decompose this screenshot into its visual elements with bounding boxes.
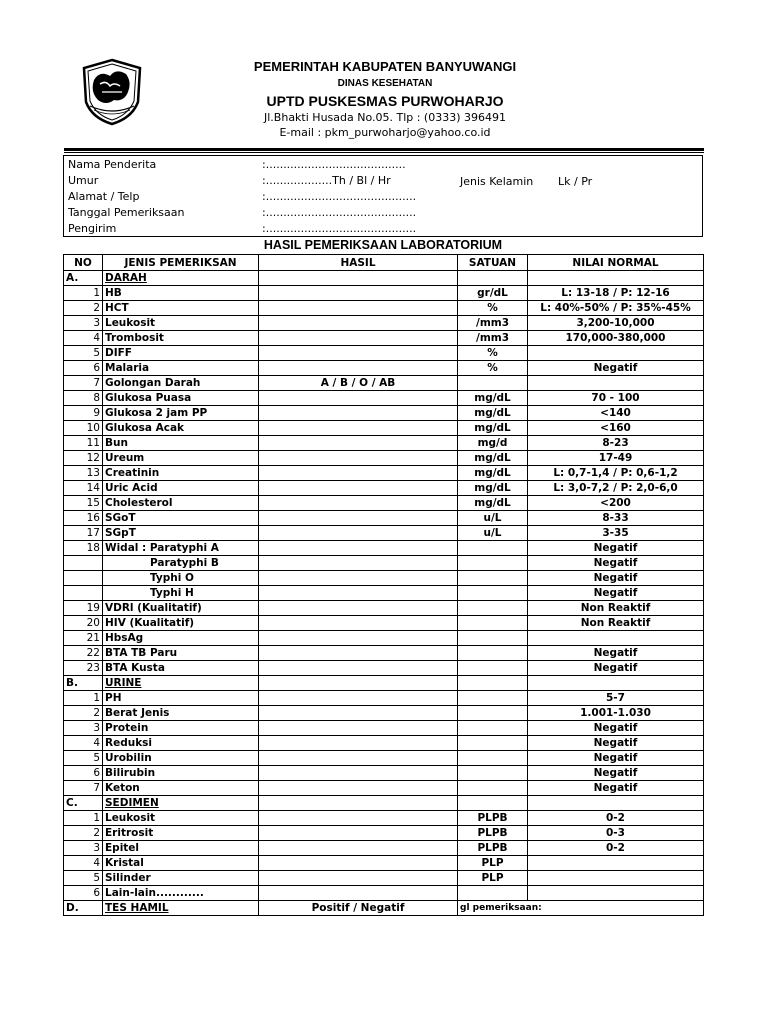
normal-value xyxy=(528,631,704,646)
normal-value: Non Reaktif xyxy=(528,616,704,631)
header-puskesmas: UPTD PUSKESMAS PURWOHARJO xyxy=(266,93,504,109)
table-row xyxy=(64,736,704,751)
row-number: 2 xyxy=(64,706,103,721)
exam-name: Glukosa Puasa xyxy=(103,391,259,406)
table-row xyxy=(64,661,704,676)
normal-value: Negatif xyxy=(528,751,704,766)
unit: PLP xyxy=(458,856,528,871)
result-field[interactable] xyxy=(259,706,458,721)
table-row xyxy=(64,376,704,391)
exam-name: Paratyphi B xyxy=(103,556,259,571)
table-row xyxy=(64,631,704,646)
result-field[interactable] xyxy=(259,886,458,901)
patient-info-box xyxy=(63,155,703,237)
row-number: 5 xyxy=(64,751,103,766)
result-field[interactable] xyxy=(259,556,458,571)
table-row xyxy=(64,841,704,856)
row-number xyxy=(64,556,103,571)
row-number: 18 xyxy=(64,541,103,556)
result-field[interactable] xyxy=(259,721,458,736)
row-number: 4 xyxy=(64,736,103,751)
normal-value xyxy=(528,886,704,901)
result-field[interactable] xyxy=(259,571,458,586)
exam-name: BTA TB Paru xyxy=(103,646,259,661)
exam-name: Cholesterol xyxy=(103,496,259,511)
row-number: 6 xyxy=(64,886,103,901)
normal-value: 0-2 xyxy=(528,811,704,826)
unit: % xyxy=(458,346,528,361)
unit: u/L xyxy=(458,511,528,526)
result-field[interactable] xyxy=(259,676,458,691)
unit xyxy=(458,886,528,901)
row-number: B. xyxy=(64,676,103,691)
normal-value: L: 40%-50% / P: 35%-45% xyxy=(528,301,704,316)
header-no: NO xyxy=(64,255,103,271)
unit xyxy=(458,721,528,736)
table-row xyxy=(64,556,704,571)
exam-name: HbsAg xyxy=(103,631,259,646)
header-satuan: SATUAN xyxy=(458,255,528,271)
result-field[interactable] xyxy=(259,361,458,376)
exam-name: HCT xyxy=(103,301,259,316)
unit xyxy=(458,586,528,601)
exam-name: Reduksi xyxy=(103,736,259,751)
unit: mg/dL xyxy=(458,391,528,406)
table-row xyxy=(64,466,704,481)
exam-name: Bun xyxy=(103,436,259,451)
result-field[interactable] xyxy=(259,826,458,841)
exam-name: PH xyxy=(103,691,259,706)
table-row xyxy=(64,301,704,316)
row-number xyxy=(64,586,103,601)
row-number: 1 xyxy=(64,286,103,301)
patient-value-field[interactable]: :........................................... xyxy=(262,190,417,203)
unit: % xyxy=(458,301,528,316)
table-row xyxy=(64,766,704,781)
row-number: 7 xyxy=(64,376,103,391)
unit xyxy=(458,541,528,556)
patient-label: Pengirim xyxy=(68,222,117,235)
exam-name: SGoT xyxy=(103,511,259,526)
patient-value-field[interactable]: :........................................ xyxy=(262,158,406,171)
exam-name: Trombosit xyxy=(103,331,259,346)
normal-value: 8-33 xyxy=(528,511,704,526)
normal-value xyxy=(528,376,704,391)
table-row xyxy=(64,676,704,691)
exam-name: HB xyxy=(103,286,259,301)
row-number: 17 xyxy=(64,526,103,541)
exam-name: Golongan Darah xyxy=(103,376,259,391)
row-number: A. xyxy=(64,271,103,286)
exam-name: Protein xyxy=(103,721,259,736)
row-number: 4 xyxy=(64,856,103,871)
table-row xyxy=(64,451,704,466)
result-field[interactable] xyxy=(259,346,458,361)
unit xyxy=(458,691,528,706)
unit: u/L xyxy=(458,526,528,541)
header-email: E-mail : pkm_purwoharjo@yahoo.co.id xyxy=(279,126,491,139)
normal-value: Non Reaktif xyxy=(528,601,704,616)
normal-value: 5-7 xyxy=(528,691,704,706)
row-number: 13 xyxy=(64,466,103,481)
unit xyxy=(458,376,528,391)
unit xyxy=(458,616,528,631)
result-field[interactable] xyxy=(259,286,458,301)
result-field[interactable] xyxy=(259,436,458,451)
unit: mg/dL xyxy=(458,481,528,496)
unit xyxy=(458,661,528,676)
normal-value: L: 13-18 / P: 12-16 xyxy=(528,286,704,301)
header-divider-thick xyxy=(64,148,704,151)
normal-value: 1.001-1.030 xyxy=(528,706,704,721)
gender-label: Jenis Kelamin xyxy=(460,175,534,188)
unit: mg/dL xyxy=(458,406,528,421)
unit: mg/dL xyxy=(458,451,528,466)
exam-name: URINE xyxy=(103,676,259,691)
exam-name: Widal : Paratyphi A xyxy=(103,541,259,556)
table-row xyxy=(64,616,704,631)
table-row xyxy=(64,271,704,286)
result-field[interactable] xyxy=(259,586,458,601)
unit xyxy=(458,271,528,286)
exam-name: VDRl (Kualitatif) xyxy=(103,601,259,616)
table-row xyxy=(64,721,704,736)
exam-name: Epitel xyxy=(103,841,259,856)
exam-name: Silinder xyxy=(103,871,259,886)
exam-name: Ureum xyxy=(103,451,259,466)
table-row xyxy=(64,511,704,526)
normal-value: 3,200-10,000 xyxy=(528,316,704,331)
table-row xyxy=(64,346,704,361)
row-number: 20 xyxy=(64,616,103,631)
exam-name: DARAH xyxy=(103,271,259,286)
table-row xyxy=(64,406,704,421)
table-row xyxy=(64,781,704,796)
result-field[interactable] xyxy=(259,466,458,481)
table-row xyxy=(64,646,704,661)
normal-value xyxy=(528,346,704,361)
exam-date-label: gl pemeriksaan: xyxy=(458,901,704,916)
row-number: 8 xyxy=(64,391,103,406)
result-field[interactable] xyxy=(259,526,458,541)
exam-name: Glukosa 2 jam PP xyxy=(103,406,259,421)
result-field[interactable]: A / B / O / AB xyxy=(259,376,458,391)
gender-options[interactable]: Lk / Pr xyxy=(558,175,593,188)
exam-name: SGpT xyxy=(103,526,259,541)
normal-value: Negatif xyxy=(528,781,704,796)
result-field[interactable] xyxy=(259,766,458,781)
normal-value: <140 xyxy=(528,406,704,421)
normal-value: Negatif xyxy=(528,766,704,781)
unit xyxy=(458,601,528,616)
table-row xyxy=(64,826,704,841)
exam-name: Keton xyxy=(103,781,259,796)
table-row xyxy=(64,886,704,901)
unit: PLPB xyxy=(458,811,528,826)
exam-name: Typhi O xyxy=(103,571,259,586)
normal-value: Negatif xyxy=(528,571,704,586)
table-row xyxy=(64,811,704,826)
table-row xyxy=(64,751,704,766)
unit xyxy=(458,571,528,586)
result-field[interactable] xyxy=(259,781,458,796)
result-field[interactable] xyxy=(259,301,458,316)
row-number: 11 xyxy=(64,436,103,451)
normal-value: Negatif xyxy=(528,361,704,376)
row-number: 2 xyxy=(64,301,103,316)
row-number: 6 xyxy=(64,361,103,376)
unit: mg/dL xyxy=(458,421,528,436)
normal-value: 0-2 xyxy=(528,841,704,856)
row-number: C. xyxy=(64,796,103,811)
normal-value: 0-3 xyxy=(528,826,704,841)
patient-label: Tanggal Pemeriksaan xyxy=(68,206,185,219)
row-number: 1 xyxy=(64,691,103,706)
row-number: 2 xyxy=(64,826,103,841)
result-field[interactable] xyxy=(259,271,458,286)
unit xyxy=(458,556,528,571)
normal-value: <160 xyxy=(528,421,704,436)
normal-value: L: 0,7-1,4 / P: 0,6-1,2 xyxy=(528,466,704,481)
form-title: HASIL PEMERIKSAAN LABORATORIUM xyxy=(263,238,503,252)
patient-value-field[interactable]: :...................Th / Bl / Hr xyxy=(262,174,391,187)
unit: mg/dL xyxy=(458,466,528,481)
unit: PLP xyxy=(458,871,528,886)
exam-name: Kristal xyxy=(103,856,259,871)
result-field[interactable] xyxy=(259,736,458,751)
result-field[interactable] xyxy=(259,871,458,886)
table-row xyxy=(64,796,704,811)
table-row xyxy=(64,526,704,541)
banyuwangi-logo xyxy=(80,58,144,126)
exam-name: BTA Kusta xyxy=(103,661,259,676)
table-row xyxy=(64,541,704,556)
result-field[interactable] xyxy=(259,541,458,556)
exam-name: Typhi H xyxy=(103,586,259,601)
patient-label: Nama Penderita xyxy=(68,158,157,171)
unit: mg/dL xyxy=(458,496,528,511)
table-row xyxy=(64,601,704,616)
row-number: 14 xyxy=(64,481,103,496)
result-field[interactable] xyxy=(259,796,458,811)
normal-value: <200 xyxy=(528,496,704,511)
unit xyxy=(458,781,528,796)
normal-value: 3-35 xyxy=(528,526,704,541)
normal-value xyxy=(528,271,704,286)
unit xyxy=(458,676,528,691)
exam-name: Creatinin xyxy=(103,466,259,481)
row-number: 5 xyxy=(64,346,103,361)
table-row xyxy=(64,481,704,496)
result-field[interactable] xyxy=(259,811,458,826)
header-jenis: JENIS PEMERIKSAN xyxy=(103,255,259,271)
table-row xyxy=(64,286,704,301)
row-number: 15 xyxy=(64,496,103,511)
unit: % xyxy=(458,361,528,376)
row-number: 16 xyxy=(64,511,103,526)
table-row xyxy=(64,706,704,721)
exam-name: Urobilin xyxy=(103,751,259,766)
exam-name: Bilirubin xyxy=(103,766,259,781)
exam-name: Berat Jenis xyxy=(103,706,259,721)
unit xyxy=(458,736,528,751)
normal-value: Negatif xyxy=(528,646,704,661)
exam-name: SEDIMEN xyxy=(103,796,259,811)
exam-name: Lain-lain............ xyxy=(103,886,259,901)
row-number: 9 xyxy=(64,406,103,421)
lab-results-table xyxy=(63,254,704,916)
normal-value xyxy=(528,796,704,811)
result-field[interactable] xyxy=(259,481,458,496)
unit xyxy=(458,766,528,781)
normal-value: Negatif xyxy=(528,586,704,601)
header-divider-thin xyxy=(64,152,704,153)
row-number: 10 xyxy=(64,421,103,436)
result-field[interactable] xyxy=(259,391,458,406)
row-number: D. xyxy=(64,901,103,916)
normal-value: 170,000-380,000 xyxy=(528,331,704,346)
unit xyxy=(458,631,528,646)
table-row xyxy=(64,856,704,871)
row-number: 19 xyxy=(64,601,103,616)
row-number: 23 xyxy=(64,661,103,676)
result-field[interactable] xyxy=(259,841,458,856)
table-row xyxy=(64,586,704,601)
unit: gr/dL xyxy=(458,286,528,301)
patient-value-field[interactable]: :........................................... xyxy=(262,206,417,219)
row-number: 6 xyxy=(64,766,103,781)
table-row xyxy=(64,571,704,586)
result-field[interactable] xyxy=(259,451,458,466)
normal-value xyxy=(528,676,704,691)
result-field[interactable] xyxy=(259,646,458,661)
unit xyxy=(458,646,528,661)
header-nilai: NILAI NORMAL xyxy=(528,255,704,271)
normal-value xyxy=(528,871,704,886)
table-row xyxy=(64,436,704,451)
header-address: Jl.Bhakti Husada No.05. Tlp : (0333) 396491 xyxy=(264,111,506,124)
table-header-row xyxy=(64,255,704,271)
exam-name: DIFF xyxy=(103,346,259,361)
result-field[interactable] xyxy=(259,601,458,616)
result-field[interactable] xyxy=(259,856,458,871)
row-number: 1 xyxy=(64,811,103,826)
unit: PLPB xyxy=(458,841,528,856)
row-number: 5 xyxy=(64,871,103,886)
table-body xyxy=(64,271,704,916)
table-row xyxy=(64,691,704,706)
normal-value: Negatif xyxy=(528,721,704,736)
exam-name: Uric Acid xyxy=(103,481,259,496)
result-field[interactable] xyxy=(259,496,458,511)
normal-value: Negatif xyxy=(528,736,704,751)
unit xyxy=(458,751,528,766)
result-field[interactable] xyxy=(259,316,458,331)
table-row xyxy=(64,331,704,346)
normal-value xyxy=(528,856,704,871)
row-number: 22 xyxy=(64,646,103,661)
table-row xyxy=(64,871,704,886)
exam-name: Leukosit xyxy=(103,316,259,331)
normal-value: Negatif xyxy=(528,541,704,556)
exam-name: Glukosa Acak xyxy=(103,421,259,436)
result-field[interactable] xyxy=(259,691,458,706)
table-row xyxy=(64,361,704,376)
result-field[interactable] xyxy=(259,331,458,346)
table-row xyxy=(64,421,704,436)
row-number: 3 xyxy=(64,841,103,856)
result-field[interactable] xyxy=(259,751,458,766)
unit xyxy=(458,706,528,721)
row-number: 12 xyxy=(64,451,103,466)
result-field[interactable] xyxy=(259,661,458,676)
exam-name: HIV (Kualitatif) xyxy=(103,616,259,631)
row-number: 21 xyxy=(64,631,103,646)
patient-value-field[interactable]: :........................................... xyxy=(262,222,417,235)
header-department: DINAS KESEHATAN xyxy=(337,78,433,89)
row-number: 3 xyxy=(64,721,103,736)
exam-name: TES HAMIL xyxy=(103,901,259,916)
unit: mg/d xyxy=(458,436,528,451)
unit: /mm3 xyxy=(458,316,528,331)
normal-value: Negatif xyxy=(528,661,704,676)
exam-name: Malaria xyxy=(103,361,259,376)
patient-label: Umur xyxy=(68,174,99,187)
unit xyxy=(458,796,528,811)
normal-value: Negatif xyxy=(528,556,704,571)
row-number xyxy=(64,571,103,586)
result-field[interactable] xyxy=(259,616,458,631)
patient-label: Alamat / Telp xyxy=(68,190,140,203)
result-field[interactable] xyxy=(259,631,458,646)
table-row xyxy=(64,901,704,916)
unit: /mm3 xyxy=(458,331,528,346)
exam-name: Leukosit xyxy=(103,811,259,826)
unit: PLPB xyxy=(458,826,528,841)
table-row xyxy=(64,316,704,331)
result-field[interactable] xyxy=(259,511,458,526)
normal-value: L: 3,0-7,2 / P: 2,0-6,0 xyxy=(528,481,704,496)
result-field[interactable] xyxy=(259,421,458,436)
header-government: PEMERINTAH KABUPATEN BANYUWANGI xyxy=(253,59,517,74)
exam-name: Eritrosit xyxy=(103,826,259,841)
row-number: 3 xyxy=(64,316,103,331)
table-row xyxy=(64,496,704,511)
normal-value: 8-23 xyxy=(528,436,704,451)
row-number: 7 xyxy=(64,781,103,796)
normal-value: 17-49 xyxy=(528,451,704,466)
table-row xyxy=(64,391,704,406)
normal-value: 70 - 100 xyxy=(528,391,704,406)
result-field[interactable]: Positif / Negatif xyxy=(259,901,458,916)
header-hasil: HASIL xyxy=(259,255,458,271)
row-number: 4 xyxy=(64,331,103,346)
result-field[interactable] xyxy=(259,406,458,421)
